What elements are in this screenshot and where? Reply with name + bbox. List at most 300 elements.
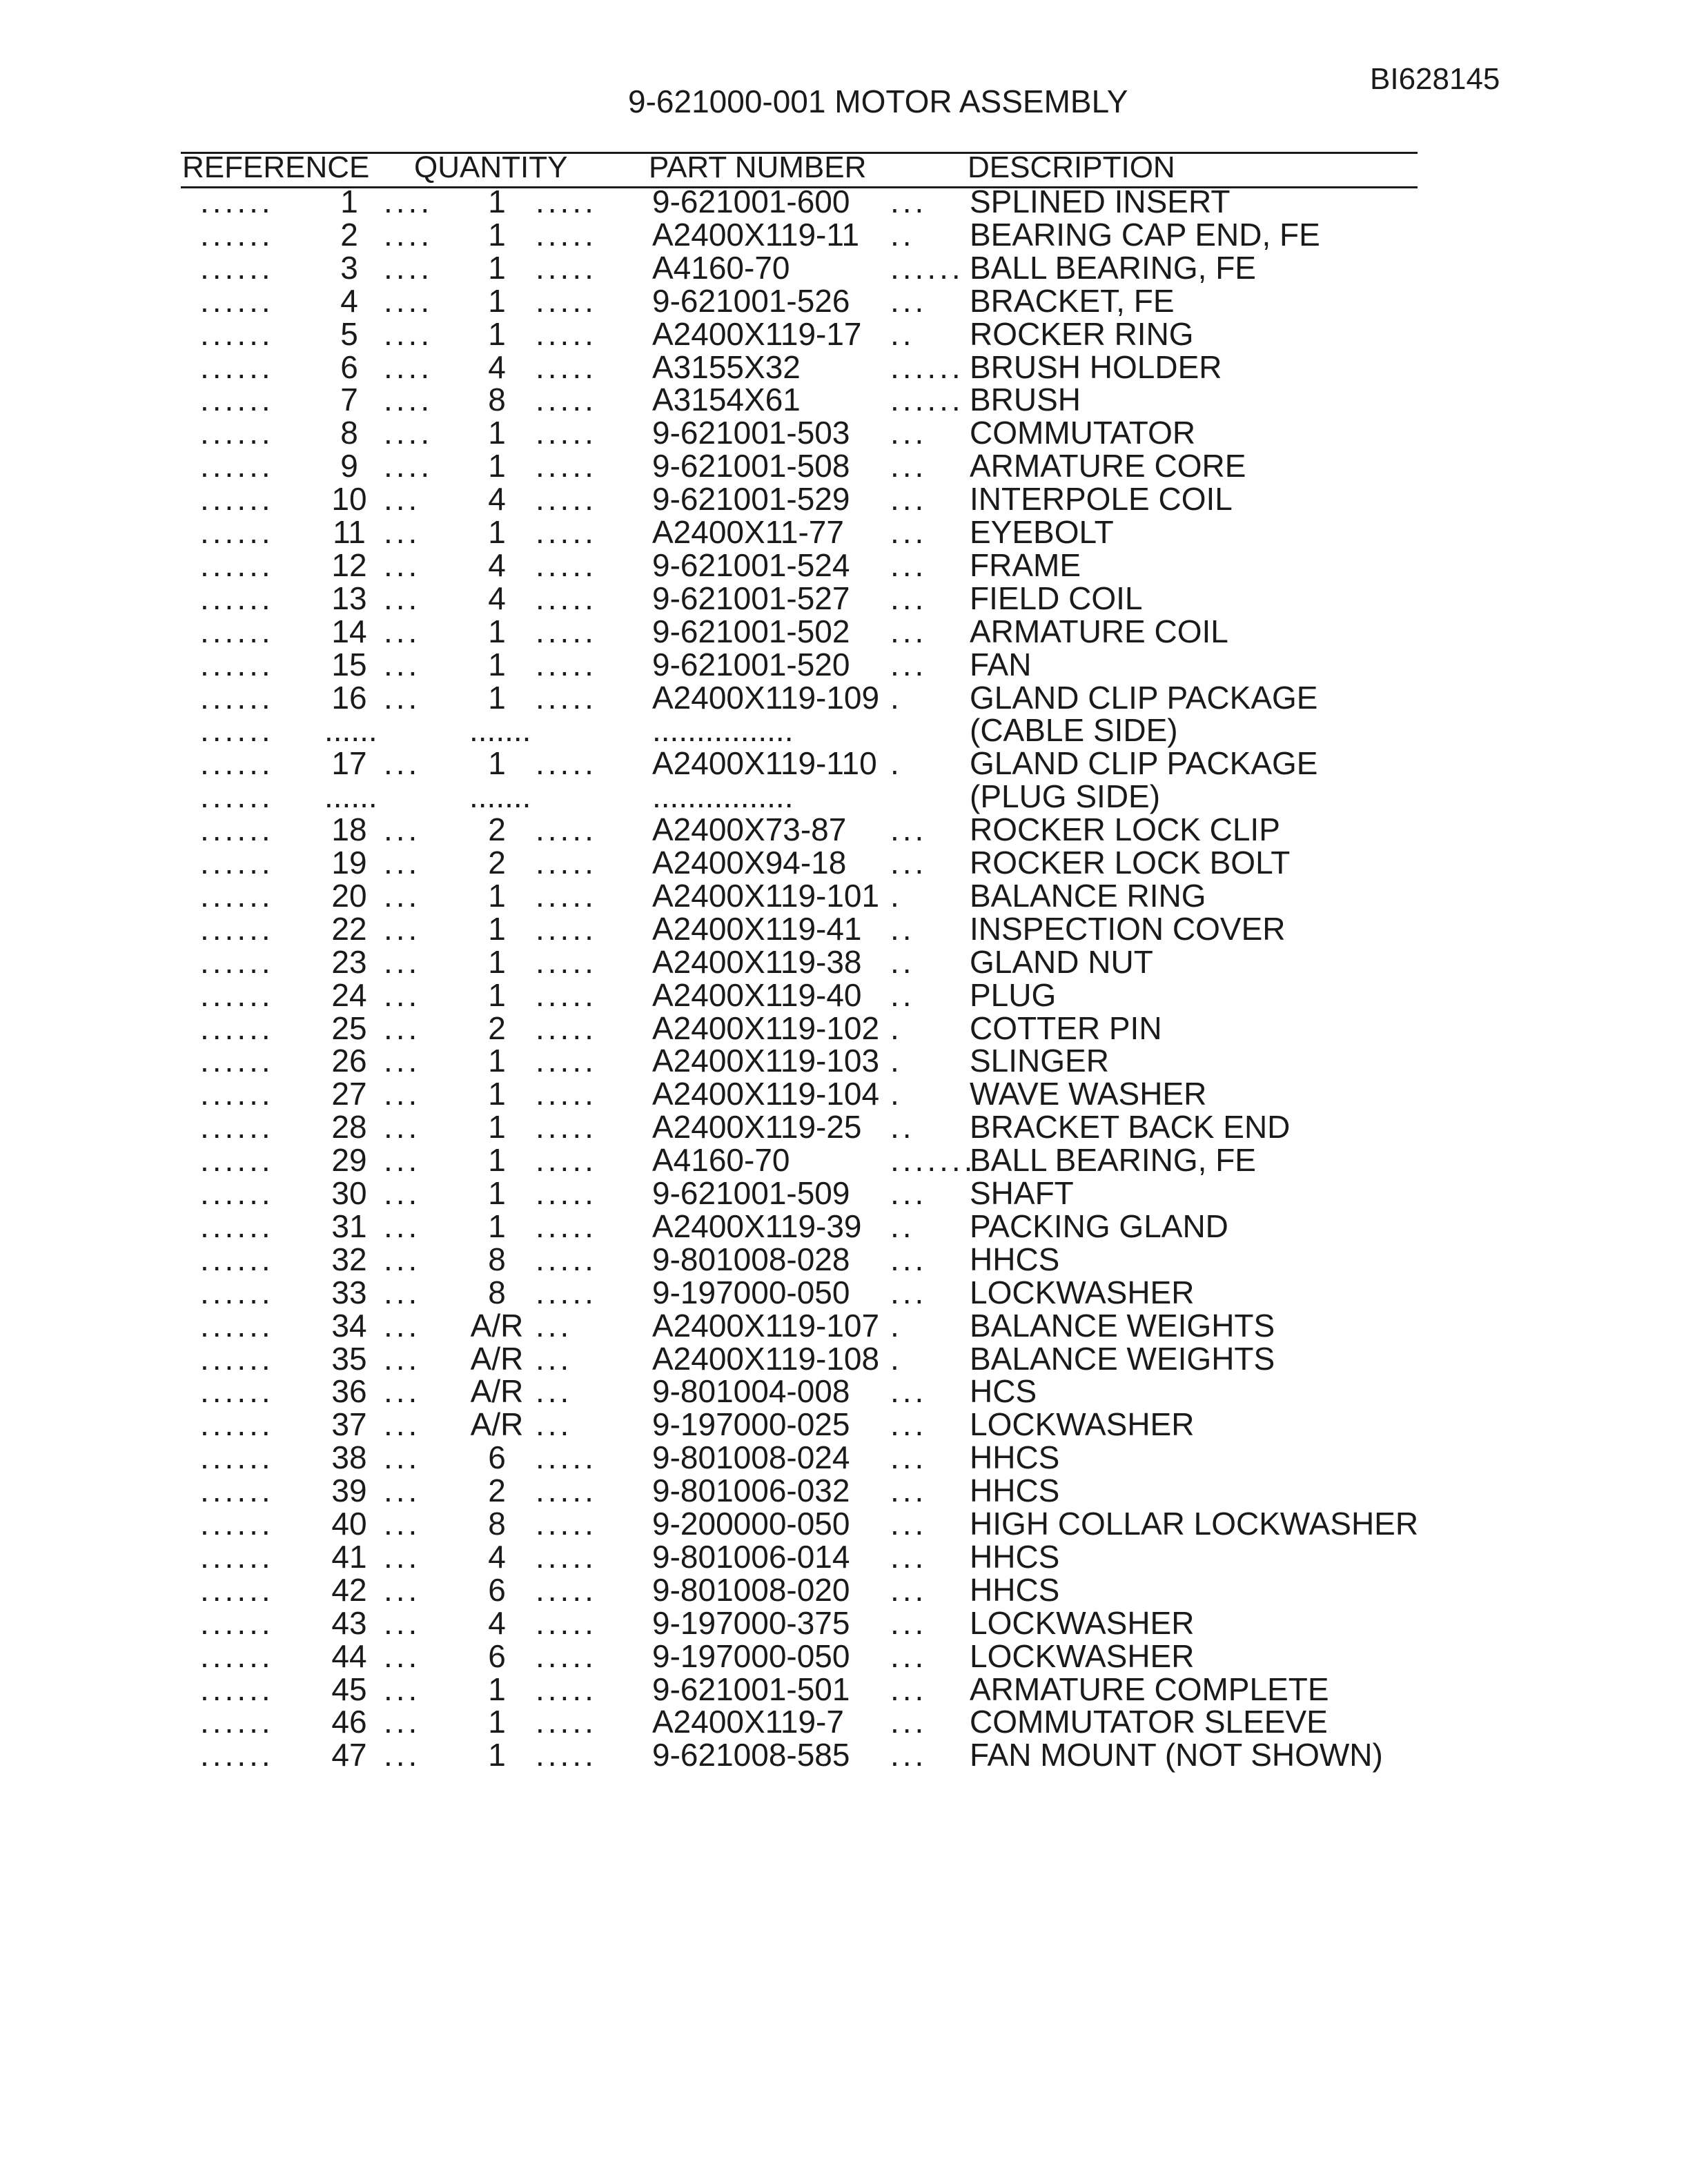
part-number-cell: 9-621001-501 — [652, 1671, 850, 1707]
leader-dots: ... — [890, 1439, 928, 1476]
reference-cell: 27 — [331, 1076, 367, 1112]
leader-dots: ... — [384, 1274, 421, 1310]
leader-dots: .... — [384, 315, 433, 352]
leader-dots: ..... — [536, 382, 597, 418]
table-row — [0, 1507, 1686, 1540]
part-number-cell: 9-621001-503 — [652, 415, 850, 451]
quantity-cell: 8 — [488, 382, 506, 418]
leader-dots: ..... — [536, 415, 597, 451]
table-row — [0, 348, 1686, 385]
table-row — [0, 1673, 1686, 1706]
reference-cell: 26 — [331, 1043, 367, 1079]
part-number-cell: 9-200000-050 — [652, 1506, 850, 1542]
table-row — [0, 1077, 1686, 1110]
row-leader-dots: ...... — [200, 1704, 274, 1740]
leader-dots: ..... — [536, 811, 597, 848]
leader-dots: ... — [890, 448, 928, 484]
reference-cell: 38 — [331, 1439, 367, 1476]
part-number-cell: 9-621001-529 — [652, 481, 850, 518]
part-number-cell: A2400X119-110 — [652, 745, 877, 782]
part-number-cell: A2400X119-107 — [652, 1307, 880, 1344]
row-leader-dots: ...... — [200, 1473, 274, 1509]
leader-dots: ..... — [536, 1671, 597, 1707]
description-cell: INTERPOLE COIL — [970, 481, 1233, 518]
row-leader-dots: ...... — [200, 1175, 274, 1211]
leader-dots: ... — [384, 1406, 421, 1443]
table-row — [0, 648, 1686, 681]
leader-dots: ..... — [536, 1043, 597, 1079]
leader-dots: ... — [890, 1737, 928, 1773]
row-leader-dots: ...... — [200, 1142, 274, 1179]
leader-dots: .. — [890, 1208, 915, 1244]
quantity-cell: 1 — [488, 745, 506, 782]
reference-cell: 32 — [331, 1241, 367, 1277]
quantity-cell: 1 — [488, 679, 506, 716]
leader-dots: .. — [890, 1109, 915, 1145]
leader-dots: ..... — [536, 184, 597, 219]
reference-cell: 35 — [331, 1340, 367, 1377]
reference-cell: 7 — [340, 382, 358, 418]
reference-cell: 5 — [340, 315, 358, 352]
leader-dots: ..... — [536, 1637, 597, 1674]
quantity-cell: 1 — [488, 216, 506, 253]
table-row — [0, 1738, 1686, 1771]
description-cell: LOCKWASHER — [970, 1274, 1195, 1310]
table-row — [0, 1474, 1686, 1507]
quantity-cell: 1 — [488, 415, 506, 451]
column-header-part-number: PART NUMBER — [649, 150, 867, 184]
row-leader-dots: ...... — [200, 1043, 274, 1079]
reference-cell: 1 — [340, 184, 358, 219]
leader-dots: .... — [384, 448, 433, 484]
leader-dots: ... — [890, 580, 928, 616]
document-id: BI628145 — [1370, 62, 1500, 96]
reference-cell: 28 — [331, 1109, 367, 1145]
part-number-cell: 9-621001-527 — [652, 580, 850, 616]
leader-dots: ... — [890, 1175, 928, 1211]
description-cell: BEARING CAP END, FE — [970, 216, 1320, 253]
reference-cell: 8 — [340, 415, 358, 451]
leader-dots: ... — [890, 1506, 928, 1542]
description-cell: HHCS — [970, 1439, 1060, 1476]
table-row — [0, 615, 1686, 648]
part-number-cell: A3155X32 — [652, 348, 801, 385]
leader-dots: ... — [890, 1671, 928, 1707]
leader-dots: ..... — [536, 1571, 597, 1608]
leader-dots: ..... — [536, 348, 597, 385]
table-row — [0, 1342, 1686, 1375]
table-row — [0, 1243, 1686, 1276]
reference-cell: 40 — [331, 1506, 367, 1542]
leader-dots: ... — [384, 976, 421, 1013]
description-cell: BALL BEARING, FE — [970, 1142, 1256, 1179]
part-number-cell: A2400X119-17 — [652, 315, 862, 352]
part-number-cell: 9-801006-014 — [652, 1538, 850, 1575]
column-header-description: DESCRIPTION — [968, 150, 1175, 184]
row-leader-dots: ...... — [200, 580, 274, 616]
row-leader-dots: ...... — [200, 1010, 274, 1046]
table-row — [0, 481, 1686, 518]
leader-dots: ... — [384, 910, 421, 947]
quantity-cell: 1 — [488, 646, 506, 682]
reference-cell: 37 — [331, 1406, 367, 1443]
leader-dots: ..... — [536, 514, 597, 550]
reference-cell: 18 — [331, 811, 367, 848]
leader-dots: . — [890, 679, 903, 716]
quantity-cell: 1 — [488, 1142, 506, 1179]
leader-dots: ..... — [536, 1439, 597, 1476]
leader-dots: ..... — [536, 613, 597, 649]
leader-dots: ..... — [536, 943, 597, 980]
reference-cell: 41 — [331, 1538, 367, 1575]
leader-dots: ... — [384, 1307, 421, 1344]
part-number-cell: A2400X11-77 — [652, 514, 844, 550]
leader-dots: ..... — [536, 1737, 597, 1773]
row-leader-dots: ...... — [200, 1439, 274, 1476]
leader-dots: ... — [384, 1637, 421, 1674]
quantity-cell: 2 — [488, 1010, 506, 1046]
leader-dots: ... — [384, 1340, 421, 1377]
row-leader-dots: ...... — [200, 1274, 274, 1310]
leader-dots: ... — [890, 1704, 928, 1740]
quantity-cell: 1 — [488, 282, 506, 319]
row-leader-dots: ...... — [200, 547, 274, 583]
column-header-quantity: QUANTITY — [414, 150, 568, 184]
quantity-cell: 8 — [488, 1241, 506, 1277]
leader-dots: .... — [384, 415, 433, 451]
row-leader-dots: ...... — [200, 613, 274, 649]
row-leader-dots: ...... — [200, 877, 274, 914]
table-row — [0, 549, 1686, 582]
leader-dots: ... — [890, 1406, 928, 1443]
row-leader-dots: ...... — [200, 1307, 274, 1344]
quantity-cell: 2 — [488, 845, 506, 881]
quantity-cell: 2 — [488, 1473, 506, 1509]
part-number-cell: A3154X61 — [652, 382, 801, 418]
row-leader-dots: ...... — [200, 1340, 274, 1377]
leader-dots: ... — [536, 1373, 573, 1410]
leader-dots: ..... — [536, 1473, 597, 1509]
leader-dots: .. — [890, 943, 915, 980]
part-number-cell: ................ — [652, 712, 794, 749]
leader-dots: . — [890, 1076, 903, 1112]
table-row — [0, 251, 1686, 284]
leader-dots: ... — [890, 514, 928, 550]
description-cell: EYEBOLT — [970, 514, 1114, 550]
part-number-cell: 9-197000-375 — [652, 1604, 850, 1641]
part-number-cell: A2400X119-102 — [652, 1010, 880, 1046]
leader-dots: ..... — [536, 1274, 597, 1310]
leader-dots: ..... — [536, 1175, 597, 1211]
quantity-cell: 1 — [488, 1043, 506, 1079]
description-cell: FIELD COIL — [970, 580, 1143, 616]
part-number-cell: 9-621001-524 — [652, 547, 850, 583]
row-leader-dots: ...... — [200, 745, 274, 782]
leader-dots: ..... — [536, 1538, 597, 1575]
leader-dots: . — [890, 1043, 903, 1079]
leader-dots: ... — [384, 613, 421, 649]
leader-dots: ..... — [536, 315, 597, 352]
leader-dots: ... — [890, 547, 928, 583]
leader-dots: ... — [536, 1406, 573, 1443]
leader-dots: ... — [384, 943, 421, 980]
reference-cell: 31 — [331, 1208, 367, 1244]
leader-dots: . — [890, 1307, 903, 1344]
quantity-cell: A/R — [470, 1340, 524, 1377]
reference-cell: 33 — [331, 1274, 367, 1310]
table-row — [0, 879, 1686, 912]
description-cell: WAVE WASHER — [970, 1076, 1207, 1112]
description-cell: (CABLE SIDE) — [970, 712, 1178, 749]
reference-cell: 25 — [331, 1010, 367, 1046]
row-leader-dots: ...... — [200, 249, 274, 286]
leader-dots: ... — [536, 1340, 573, 1377]
description-cell: ARMATURE COMPLETE — [970, 1671, 1329, 1707]
description-cell: SPLINED INSERT — [970, 184, 1231, 219]
table-row — [0, 1408, 1686, 1441]
reference-cell: 16 — [331, 679, 367, 716]
leader-dots: ... — [890, 1637, 928, 1674]
description-cell: (PLUG SIDE) — [970, 778, 1161, 815]
reference-cell: 14 — [331, 613, 367, 649]
part-number-cell: 9-801004-008 — [652, 1373, 850, 1410]
leader-dots: ... — [384, 1704, 421, 1740]
row-leader-dots: ...... — [200, 1637, 274, 1674]
description-cell: COTTER PIN — [970, 1010, 1162, 1046]
leader-dots: ... — [890, 811, 928, 848]
leader-dots: . — [890, 1010, 903, 1046]
column-header-reference: REFERENCE — [182, 150, 370, 184]
part-number-cell: 9-621001-520 — [652, 646, 850, 682]
table-row — [0, 846, 1686, 879]
leader-dots: ..... — [536, 1704, 597, 1740]
leader-dots: ..... — [536, 216, 597, 253]
row-leader-dots: ...... — [200, 1737, 274, 1773]
part-number-cell: A2400X94-18 — [652, 845, 847, 881]
part-number-cell: A2400X119-109 — [652, 679, 880, 716]
row-leader-dots: ...... — [200, 216, 274, 253]
description-cell: ROCKER RING — [970, 315, 1194, 352]
part-number-cell: A2400X119-103 — [652, 1043, 880, 1079]
quantity-cell: 4 — [488, 1538, 506, 1575]
quantity-cell: 1 — [488, 976, 506, 1013]
table-row — [0, 1637, 1686, 1674]
leader-dots: .. — [890, 976, 915, 1013]
leader-dots: ..... — [536, 976, 597, 1013]
reference-cell: 36 — [331, 1373, 367, 1410]
description-cell: PACKING GLAND — [970, 1208, 1228, 1244]
description-cell: HHCS — [970, 1571, 1060, 1608]
table-row — [0, 1573, 1686, 1606]
quantity-cell: 4 — [488, 547, 506, 583]
part-number-cell: A2400X119-39 — [652, 1208, 862, 1244]
row-leader-dots: ...... — [200, 811, 274, 848]
part-number-cell: A2400X73-87 — [652, 811, 847, 848]
table-row — [0, 185, 1686, 218]
quantity-cell: 1 — [488, 249, 506, 286]
leader-dots: ... — [890, 1538, 928, 1575]
table-row — [0, 747, 1686, 780]
description-cell: ROCKER LOCK CLIP — [970, 811, 1280, 848]
row-leader-dots: ...... — [200, 1109, 274, 1145]
leader-dots: ... — [384, 1109, 421, 1145]
table-row — [0, 1309, 1686, 1342]
leader-dots: . — [890, 877, 903, 914]
table-row — [0, 945, 1686, 978]
part-number-cell: A2400X119-11 — [652, 216, 860, 253]
row-leader-dots: ...... — [200, 1538, 274, 1575]
leader-dots: ... — [384, 845, 421, 881]
leader-dots: ... — [384, 1043, 421, 1079]
part-number-cell: A4160-70 — [652, 1142, 790, 1179]
leader-dots: .... — [384, 249, 433, 286]
table-row — [0, 284, 1686, 317]
reference-cell: ...... — [324, 712, 378, 749]
leader-dots: ..... — [536, 448, 597, 484]
row-leader-dots: ...... — [200, 943, 274, 980]
row-leader-dots: ...... — [200, 1076, 274, 1112]
row-leader-dots: ...... — [200, 282, 274, 319]
table-row — [0, 1210, 1686, 1243]
description-cell: FAN — [970, 646, 1032, 682]
table-row — [0, 1012, 1686, 1045]
quantity-cell: 1 — [488, 448, 506, 484]
reference-cell: 20 — [331, 877, 367, 914]
row-leader-dots: ...... — [200, 1406, 274, 1443]
leader-dots: ..... — [536, 1604, 597, 1641]
leader-dots: ... — [384, 547, 421, 583]
leader-dots: ... — [384, 679, 421, 716]
reference-cell: 39 — [331, 1473, 367, 1509]
quantity-cell: A/R — [470, 1373, 524, 1410]
leader-dots: ... — [384, 1175, 421, 1211]
reference-cell: ...... — [324, 778, 378, 815]
reference-cell: 10 — [331, 481, 367, 518]
part-number-cell: 9-801008-028 — [652, 1241, 850, 1277]
table-row — [0, 1441, 1686, 1474]
table-row — [0, 383, 1686, 416]
table-row — [0, 912, 1686, 945]
table-row — [0, 1276, 1686, 1309]
leader-dots: ..... — [536, 1241, 597, 1277]
part-number-cell: 9-621001-600 — [652, 184, 850, 219]
row-leader-dots: ...... — [200, 1208, 274, 1244]
leader-dots: ... — [384, 1671, 421, 1707]
leader-dots: ..... — [536, 580, 597, 616]
part-number-cell: 9-197000-025 — [652, 1406, 850, 1443]
reference-cell: 42 — [331, 1571, 367, 1608]
quantity-cell: 6 — [488, 1571, 506, 1608]
reference-cell: 12 — [331, 547, 367, 583]
table-row — [0, 449, 1686, 482]
description-cell: SLINGER — [970, 1043, 1109, 1079]
reference-cell: 24 — [331, 976, 367, 1013]
leader-dots: ... — [384, 1010, 421, 1046]
part-number-cell: A2400X119-104 — [652, 1076, 880, 1112]
leader-dots: ..... — [536, 1208, 597, 1244]
leader-dots: ... — [384, 1142, 421, 1179]
description-cell: HHCS — [970, 1241, 1060, 1277]
leader-dots: ... — [384, 1538, 421, 1575]
table-row — [0, 582, 1686, 615]
leader-dots: ... — [384, 1571, 421, 1608]
reference-cell: 44 — [331, 1637, 367, 1674]
row-leader-dots: ...... — [200, 845, 274, 881]
description-cell: BRACKET, FE — [970, 282, 1175, 319]
reference-cell: 45 — [331, 1671, 367, 1707]
row-leader-dots: ...... — [200, 514, 274, 550]
leader-dots: ... — [890, 646, 928, 682]
reference-cell: 34 — [331, 1307, 367, 1344]
part-number-cell: 9-197000-050 — [652, 1637, 850, 1674]
leader-dots: ..... — [536, 646, 597, 682]
part-number-cell: A4160-70 — [652, 249, 790, 286]
leader-dots: .... — [384, 348, 433, 385]
table-row — [0, 515, 1686, 549]
table-row — [0, 714, 1686, 747]
part-number-cell: A2400X119-7 — [652, 1704, 844, 1740]
description-cell: COMMUTATOR SLEEVE — [970, 1704, 1328, 1740]
quantity-cell: 1 — [488, 1076, 506, 1112]
quantity-cell: A/R — [470, 1406, 524, 1443]
quantity-cell: 1 — [488, 1109, 506, 1145]
quantity-cell: 1 — [488, 1671, 506, 1707]
table-row — [0, 416, 1686, 449]
quantity-cell: 4 — [488, 1604, 506, 1641]
leader-dots: . — [890, 1340, 903, 1377]
row-leader-dots: ...... — [200, 415, 274, 451]
description-cell: COMMUTATOR — [970, 415, 1196, 451]
row-leader-dots: ...... — [200, 448, 274, 484]
table-row — [0, 1110, 1686, 1143]
part-number-cell: 9-621008-585 — [652, 1737, 850, 1773]
leader-dots: ... — [384, 1473, 421, 1509]
reference-cell: 22 — [331, 910, 367, 947]
table-row — [0, 1177, 1686, 1210]
description-cell: BALANCE RING — [970, 877, 1206, 914]
reference-cell: 23 — [331, 943, 367, 980]
quantity-cell: 1 — [488, 910, 506, 947]
part-number-cell: A2400X119-40 — [652, 976, 862, 1013]
row-leader-dots: ...... — [200, 976, 274, 1013]
part-number-cell: A2400X119-108 — [652, 1340, 880, 1377]
table-row — [0, 813, 1686, 846]
reference-cell: 43 — [331, 1604, 367, 1641]
leader-dots: ... — [384, 745, 421, 782]
leader-dots: ... — [384, 877, 421, 914]
leader-dots: ..... — [536, 249, 597, 286]
description-cell: ARMATURE COIL — [970, 613, 1228, 649]
description-cell: PLUG — [970, 976, 1057, 1013]
reference-cell: 13 — [331, 580, 367, 616]
leader-dots: ... — [384, 646, 421, 682]
quantity-cell: 1 — [488, 877, 506, 914]
description-cell: HHCS — [970, 1473, 1060, 1509]
row-leader-dots: ...... — [200, 348, 274, 385]
leader-dots: ... — [384, 1208, 421, 1244]
part-number-cell: 9-801008-024 — [652, 1439, 850, 1476]
leader-dots: ... — [384, 580, 421, 616]
table-row — [0, 1375, 1686, 1408]
leader-dots: ... — [890, 481, 928, 518]
leader-dots: ... — [890, 1241, 928, 1277]
leader-dots: ..... — [536, 1010, 597, 1046]
quantity-cell: 1 — [488, 613, 506, 649]
leader-dots: ... — [384, 1506, 421, 1542]
reference-cell: 4 — [340, 282, 358, 319]
part-number-cell: 9-197000-050 — [652, 1274, 850, 1310]
leader-dots: .... — [384, 282, 433, 319]
